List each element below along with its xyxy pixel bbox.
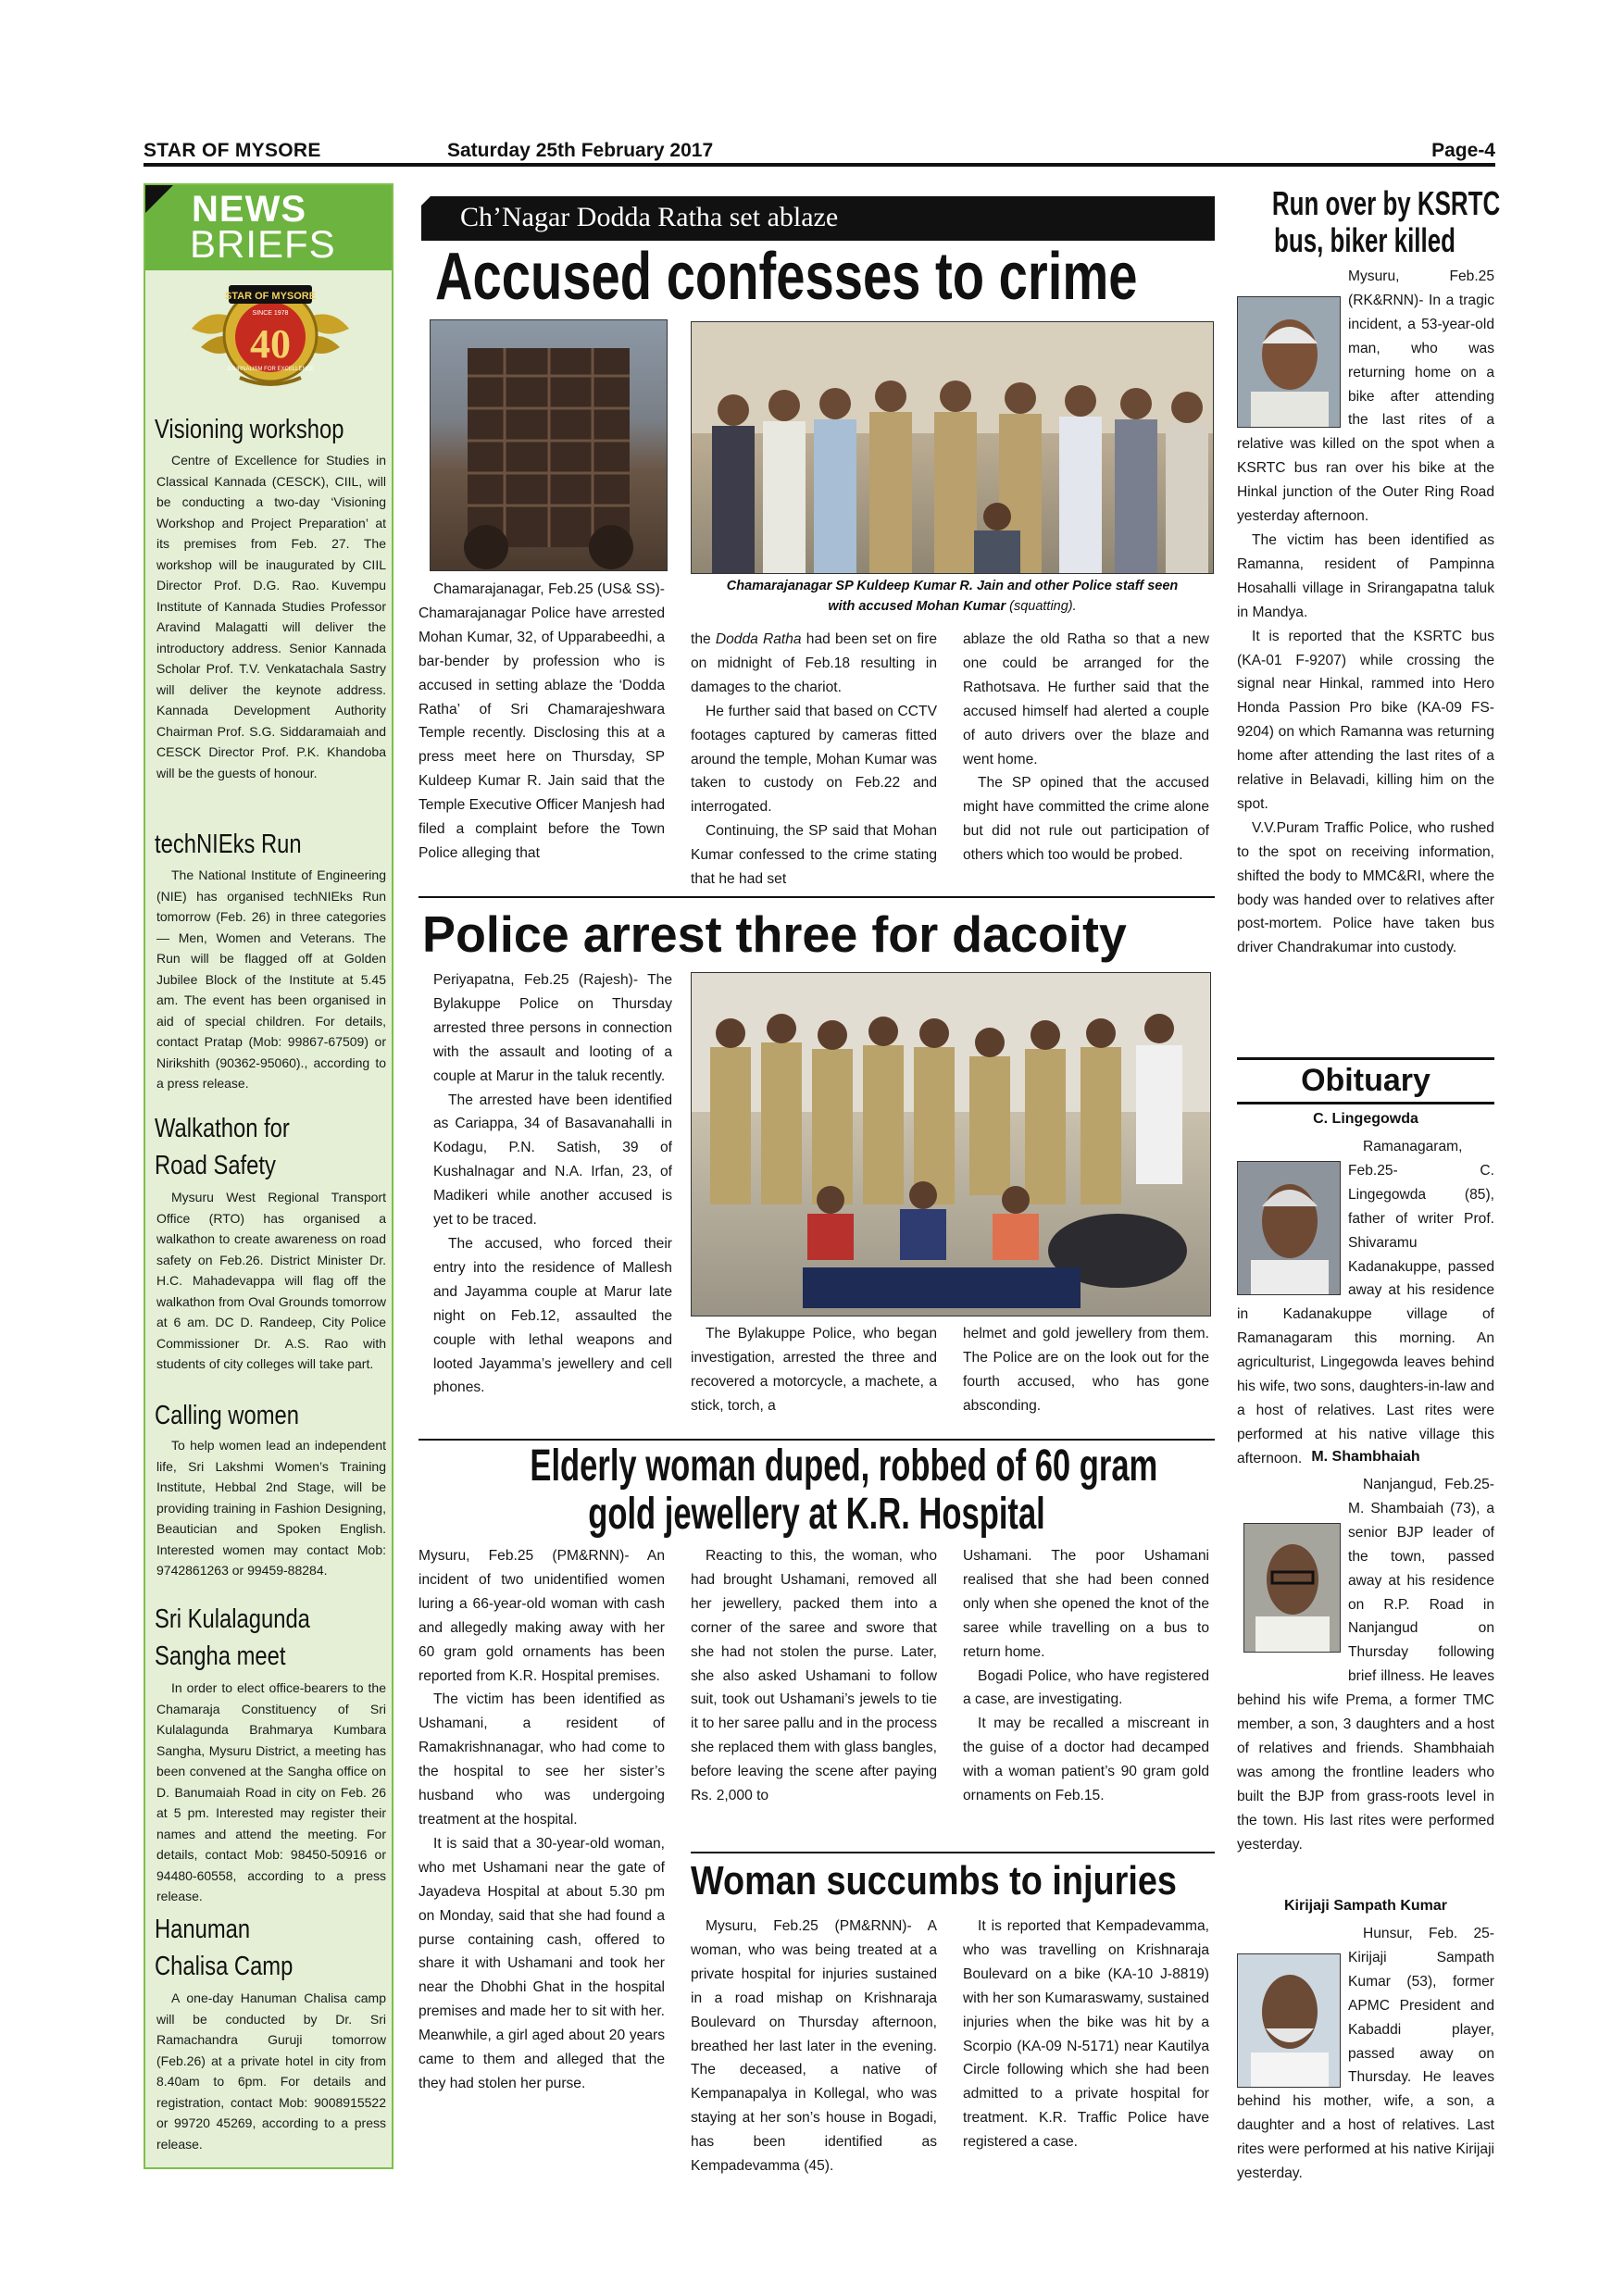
ksrtc-headline-line-2: bus, biker killed	[1274, 221, 1455, 259]
brief-heading-kulalagunda: Sri Kulalagunda	[155, 1604, 310, 1634]
succumbs-headline: Woman succumbs to injuries	[691, 1858, 1177, 1903]
brief-body-walkathon: Mysuru West Regional Transport Office (RTO) has organised a walkathon to create awareness on road safety on Feb.26. District Minister Dr. H.C. Mahadevappa will flag off the walkathon from Oval Grounds tomorrow at 6 am. DC D. Randeep, City Police Commissioner Dr. A.S. Rao with students of city colleges will take part.	[156, 1190, 386, 1371]
caption-line-2: with accused Mohan Kumar	[828, 599, 1006, 614]
news-briefs-panel	[144, 183, 394, 2169]
lead-col-2	[691, 628, 937, 892]
dacoity-arrest-photo	[691, 972, 1211, 1316]
elderly-headline-line-1: Elderly woman duped, robbed of 60 gram	[530, 1441, 1158, 1491]
elderly-para-1: Mysuru, Feb.25 (PM&RNN)- An incident of two unidentified women luring a 66-year-old woman with cash and allegedly making away with her 60 gram gold ornaments has been reported from K.R. Hospital premises.	[418, 1548, 665, 1684]
lead-headline: Accused confesses to crime	[435, 240, 1138, 314]
logo-since-text: SINCE 1978	[252, 310, 289, 317]
lead-kicker: Ch’Nagar Dodda Ratha set ablaze	[421, 196, 1215, 241]
lead-col2-text-a: the	[691, 631, 716, 647]
obituary-title: Obituary	[1301, 1063, 1430, 1098]
dacoity-col-1	[433, 968, 672, 1400]
ksrtc-para-1: Mysuru, Feb.25 (RK&RNN)- In a tragic incident, a 53-year-old man, who was returning home on a bike after attending the last rites of a relative was killed on the spot when a KSRTC bus ran over his bike at the Hinkal junction of the Outer Ring Road yesterday afternoon.	[1237, 268, 1494, 525]
dacoity-para-2: The arrested have been identified as Cariappa, 34 of Basavanahalli in Kodagu, P.N. Satish, 39 of Kushalnagar and N.A. Irfan, 23, of Madikeri while another accused is yet to be traced.	[433, 1092, 672, 1229]
succumbs-col-2: It is reported that Kempadevamma, who was travelling on Krishnaraja Boulevard on a bike (KA-10 J-8819) with her son Kumaraswamy, sustained injuries when the bike was hit by a Scorpio (KA-09 N-5171) near Kautilya Circle following which she had been admitted to a private hospital for treatment. K.R. Traffic Police have registered a case.	[963, 1918, 1209, 2151]
obituary-text-3: Hunsur, Feb. 25- Kirijaji Sampath Kumar (53), former APMC President and Kabaddi player, passed away on Thursday. He leaves behind his mother, wife, a son, a daughter and a host of relatives. Last rites were performed at his native Kirijaji yesterday.	[1237, 1926, 1494, 2182]
ksrtc-para-4: V.V.Puram Traffic Police, who rushed to the spot on receiving information, shifted the body to MMC&RI, where the body was handed over to relatives after post-mortem. Police have taken bus driver Chandrakumar into custody.	[1237, 819, 1494, 956]
section-rule-2	[418, 1439, 1215, 1441]
obituary-name-2: M. Shambhaiah	[1311, 1449, 1420, 1465]
obituary-text-1-wrap	[1237, 1135, 1494, 1471]
lead-col2-para-3: Continuing, the SP said that Mohan Kumar confessed to the crime stating that he had set	[691, 823, 937, 888]
ksrtc-para-3: It is reported that the KSRTC bus (KA-01 F-9207) while crossing the signal near Hinkal, rammed into Hero Honda Passion Pro bike (KA-09 FS-9204) on which Ramanna was returning home after attending the last rites of a relative in Belavadi, killing him on the spot.	[1237, 628, 1494, 812]
ksrtc-photo-spacer	[1237, 265, 1348, 428]
brief-heading-hanuman: Hanuman	[155, 1915, 251, 1944]
news-briefs-header	[145, 185, 392, 270]
lead-col2-para-2: He further said that based on CCTV footages captured by cameras fitted around the temple, Mohan Kumar was taken to custody on Feb.22 and interrogated.	[691, 703, 937, 816]
corner-triangle	[145, 185, 173, 213]
logo-bottom-text: JOURNALISM FOR EXCELLENCE	[226, 367, 315, 372]
elderly-col3-para-2: Bogadi Police, who have registered a case, are investigating.	[963, 1667, 1209, 1708]
dacoity-headline: Police arrest three for dacoity	[422, 905, 1127, 963]
dacoity-para-3: The accused, who forced their entry into the residence of Mallesh and Jayamma couple at Marur late night on Feb.12, assaulted the couple with lethal weapons and looted Jayamma’s jewellery and cell phones.	[433, 1235, 672, 1396]
brief-body-techniEks: The National Institute of Engineering (NIE) has organised techNIEks Run tomorrow (Feb. 26) in three categories — Men, Women and Veterans. The Run will be flagged off at Golden Jubilee Block of the Institute at 5.45 am. The event has been organised in aid of special children. For details, contact Pratap (Mob: 99867-67509) or Nirikshith (90362-95060)., according to a press release.	[156, 867, 386, 1091]
obituary-text-2-wrap	[1237, 1473, 1494, 1857]
issue-date: Saturday 25th February 2017	[447, 140, 714, 161]
elderly-para-3: It is said that a 30-year-old woman, who met Ushamani near the gate of Jayadeva Hospital at about 5.30 pm on Monday, said that she had found a purse containing cash, offered to share it with Ushamani and took her near the Dhobhi Ghat in the hospital premises and made her to sit with her. Meanwhile, a girl aged about 20 years came to them and alleged that the they had stolen her purse.	[418, 1835, 665, 2091]
brief-heading-walkathon: Walkathon for	[155, 1114, 290, 1143]
news-briefs-word-briefs: BRIEFS	[190, 222, 336, 266]
elderly-col-2: Reacting to this, the woman, who had brought Ushamani, removed all her jewellery, packed them into a corner of the saree and swore that she had not stolen the purse. Later, she also asked Ushamani to follow suit, took out Ushamani’s jewels to tie it to her saree pallu and in the process she replaced them with glass bangles, before leaving the scene after paying Rs. 2,000 to	[691, 1548, 937, 1804]
obituary-text-2: Nanjangud, Feb.25- M. Shambaiah (73), a senior BJP leader of the town, passed away at his residence on R.P. Road in Nanjangud on Thursday following brief illness. He leaves behind his wife Prema, a former TMC member, a son, 3 daughters and a host of relatives and friends. Shambhaiah was among the frontline leaders who built the BJP from grass-roots level in the town. His last rites were performed yesterday.	[1237, 1477, 1494, 1853]
logo-number: 40	[250, 321, 291, 367]
lead-col-1: Chamarajanagar, Feb.25 (US& SS)- Chamarajanagar Police have arrested Mohan Kumar, 32, of Upparabeedhi, a bar-bender by profession who is accused in setting ablaze the ‘Dodda Ratha’ of Sri Chamarajeshwara Temple recently. Disclosing this at a press meet here on Thursday, SP Kuldeep Kumar R. Jain said that the Temple Executive Officer Manjesh had filed a complaint before the Town Police alleging that	[418, 581, 665, 861]
brief-heading-calling-women: Calling women	[155, 1401, 299, 1430]
elderly-col-1	[418, 1544, 665, 2096]
caption-line-3: (squatting).	[1009, 599, 1077, 614]
ksrtc-headline	[1236, 184, 1501, 259]
ksrtc-headline-line-1: Run over by KSRTC	[1271, 184, 1501, 222]
news-briefs-word-news: NEWS	[192, 189, 306, 230]
elderly-col-3	[963, 1544, 1209, 1808]
brief-heading-hanuman-2: Chalisa Camp	[155, 1952, 294, 1981]
brief-heading-kulalagunda-2: Sangha meet	[155, 1641, 286, 1671]
brief-heading-techniEks: techNIEks Run	[155, 830, 302, 859]
lead-col2-text-b: had been set on fire on midnight of Feb.18 resulting in damages to the chariot.	[691, 631, 937, 695]
obituary-top-rule	[1237, 1057, 1494, 1060]
lead-col-3	[963, 628, 1209, 867]
police-with-accused-photo	[691, 321, 1214, 574]
brief-body-calling-women: To help women lead an independent life, Sri Lakshmi Women’s Training Institute, Hebbal 2nd Stage, will be providing training in Fashion Designing, Beautician and Spoken English. Interested women may contact Mob: 9742861263 or 99459-88284.	[156, 1438, 386, 1578]
obituary-text-3-wrap	[1237, 1922, 1494, 2186]
brief-heading-walkathon-2: Road Safety	[155, 1151, 276, 1180]
kicker-notch	[421, 183, 443, 206]
lead-col3-para-1: ablaze the old Ratha so that a new one could be arranged for the Rathotsava. He further said that the accused himself had alerted a couple of auto drivers over the blaze and went home.	[963, 631, 1209, 767]
elderly-col3-para-3: It may be recalled a miscreant in the guise of a doctor had decamped with a woman patient’s 90 gram gold ornaments on Feb.15.	[963, 1716, 1209, 1804]
elderly-para-2: The victim has been identified as Ushamani, a resident of Ramakrishnanagar, who had come to the hospital to see her sister’s husband who was undergoing treatment at the hospital.	[418, 1691, 665, 1828]
elderly-col3-para-1: Ushamani. The poor Ushamani realised that she had been conned only when she opened the knot of the saree while travelling on a bus to return home.	[963, 1548, 1209, 1660]
section-rule	[418, 896, 1215, 898]
obituary-name-3: Kirijaji Sampath Kumar	[1283, 1898, 1448, 1914]
dacoity-col-2: The Bylakuppe Police, who began investigation, arrested the three and recovered a motorcycle, a machete, a stick, torch, a	[691, 1326, 937, 1414]
obituary-text-1: Ramanagaram, Feb.25- C. Lingegowda (85), father of writer Prof. Shivaramu Kadanakuppe, passed away at his residence in Kadanakuppe village of Ramanagaram this morning. An agriculturist, Lingegowda leaves behind his wife, two sons, daughters-in-law and a host of relatives. Last rites were performed at his native village this afternoon.	[1237, 1139, 1494, 1466]
brief-heading-visioning: Visioning workshop	[155, 415, 344, 444]
paper-name: STAR OF MYSORE	[144, 140, 321, 161]
elderly-headline-line-2: gold jewellery at K.R. Hospital	[588, 1490, 1045, 1539]
masthead-rule	[144, 163, 1495, 167]
obituary-bottom-rule	[1237, 1102, 1494, 1104]
section-rule-3	[691, 1852, 1215, 1853]
dacoity-para-1: Periyapatna, Feb.25 (Rajesh)- The Bylakuppe Police on Thursday arrested three persons in connection with the assault and looting of a couple at Marur in the taluk recently.	[433, 972, 672, 1084]
obituary-photo-spacer-2	[1237, 1473, 1348, 1666]
brief-body-hanuman: A one-day Hanuman Chalisa camp will be conducted by Dr. Sri Ramachandra Guruji tomorrow (Feb.26) at a private hotel in city from 8.40am to 6pm. For details and registration, contact Mob: 9008915522 or 99720 45269, according to a press release.	[156, 1990, 386, 2152]
lead-col3-para-2: The SP opined that the accused might have committed the crime alone but did not rule out participation of others which too would be probed.	[963, 775, 1209, 864]
page-number: Page-4	[1431, 140, 1495, 161]
brief-body-kulalagunda: In order to elect office-bearers to the Chamaraja Constituency of Sri Kulalagunda Brahmarya Kumbara Sangha, Mysuru District, a meeting has been convened at the Sangha office on D. Banumaiah Road in city on Feb. 26 at 5 pm. Interested may register their names and attend the meeting. For details, contact Mob: 98450-50916 or 94480-60558, according to a press release.	[156, 1680, 386, 1903]
obituary-photo-spacer-1	[1237, 1135, 1348, 1300]
ksrtc-story	[1237, 265, 1494, 960]
caption-line-1: Chamarajanagar SP Kuldeep Kumar R. Jain and other Police staff seen	[726, 579, 1179, 593]
ratha-photo	[430, 319, 668, 571]
lead-col2-em: Dodda Ratha	[715, 631, 802, 647]
obituary-name-1: C. Lingegowda	[1313, 1111, 1418, 1127]
elderly-headline	[418, 1442, 1215, 1539]
obituary-photo-spacer-3	[1237, 1922, 1348, 2087]
ksrtc-para-2: The victim has been identified as Ramanna, resident of Pampinna Hosahalli village in Srirangapatna taluk in Mandya.	[1237, 531, 1494, 620]
succumbs-col-1: Mysuru, Feb.25 (PM&RNN)- A woman, who was being treated at a private hospital for injuries sustained in a road mishap on Krishnaraja Boulevard on Thursday afternoon, breathed her last later in the evening. The deceased, a native of Kempanapalya in Kollegal, who was staying at her son’s house in Bogadi, has been identified as Kempadevamma (45).	[691, 1918, 937, 2175]
logo-top-text: STAR OF MYSORE	[224, 291, 317, 302]
anniversary-logo	[182, 278, 358, 393]
dacoity-col-3: helmet and gold jewellery from them. The Police are on the look out for the fourth accused, who has gone absconding.	[963, 1326, 1209, 1414]
brief-body-visioning: Centre of Excellence for Studies in Classical Kannada (CESCK), CIIL, will be conducting a two-day ‘Visioning Workshop and Project Preparation’ at its premises from Feb. 27. The workshop will be inaugurated by CIIL Director Prof. D.G. Rao. Kuvempu Institute of Kannada Studies Professor Aravind Malagatti will deliver the introductory address. Senior Kannada Scholar Prof. T.V. Venkatachala Sastry will deliver the keynote address. Kannada Development Authority Chairman Prof. S.G. Siddaramaiah and CESCK Director Prof. P.K. Khandoba will be the guests of honour.	[156, 453, 386, 780]
lead-photo-caption	[691, 576, 1214, 617]
